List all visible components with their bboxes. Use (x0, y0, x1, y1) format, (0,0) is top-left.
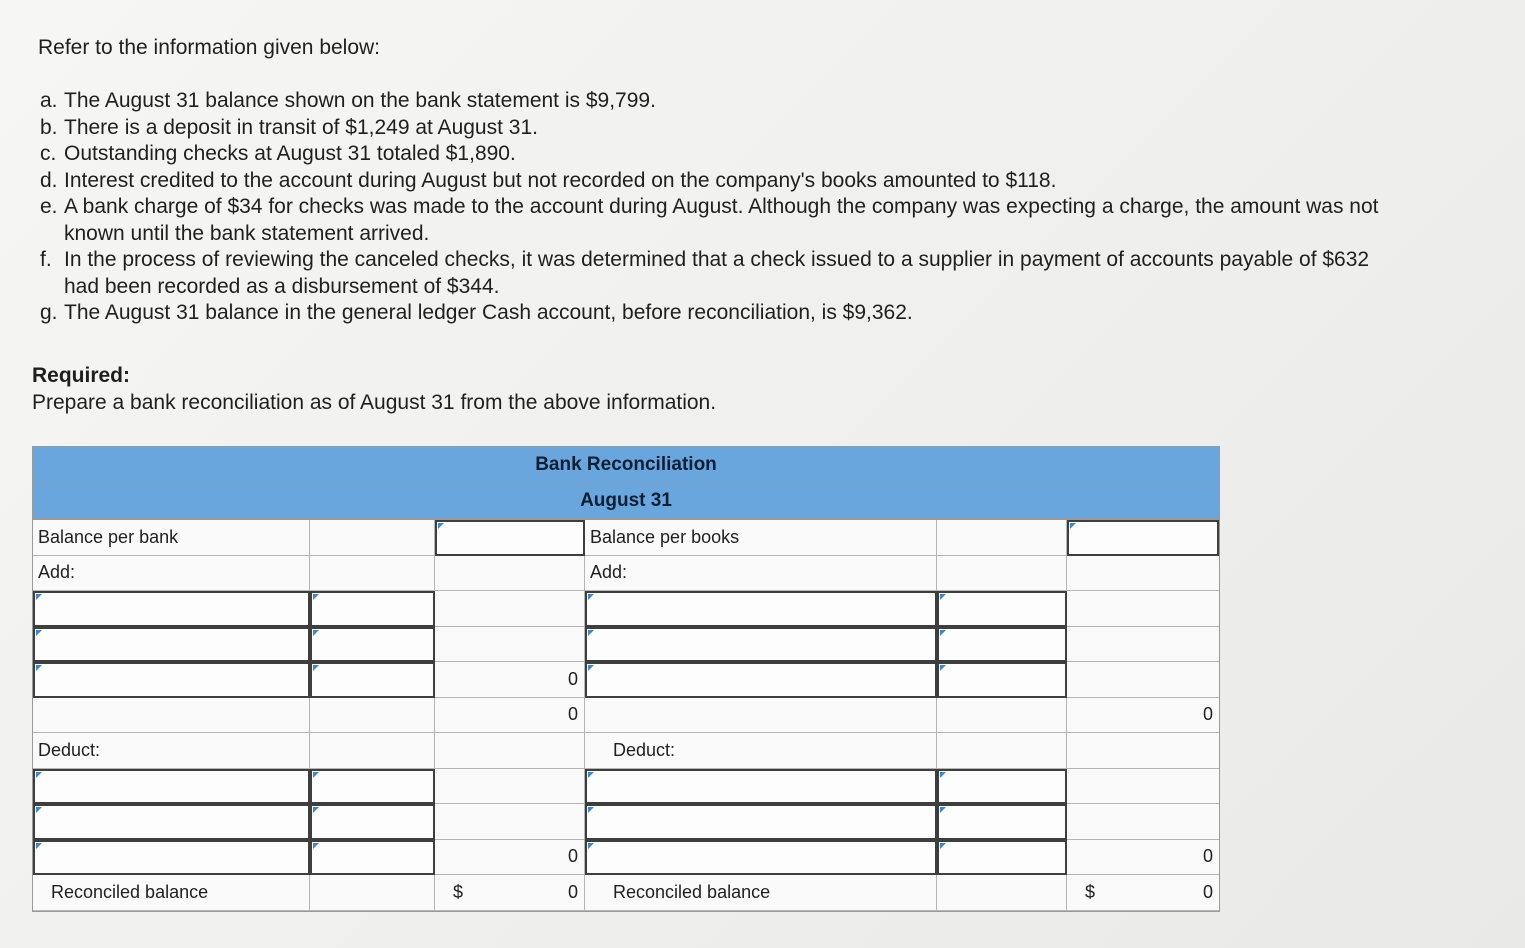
books-deduct-description-input[interactable] (585, 804, 937, 840)
books-blank-cell (937, 520, 1067, 556)
books-blank-cell (1067, 591, 1219, 627)
required-text: Prepare a bank reconciliation as of August 31 from the above information. (32, 391, 717, 414)
bank-deduct-description-input[interactable] (33, 840, 310, 876)
books-blank-cell (1067, 804, 1219, 840)
currency-symbol: $ (1085, 881, 1096, 902)
bank-blank-cell (33, 698, 310, 734)
books-blank-cell (937, 875, 1067, 911)
books-add-description-input[interactable] (585, 627, 937, 663)
item-text: The August 31 balance shown on the bank statement is $9,799. (64, 89, 656, 112)
balance-per-books-input[interactable] (1067, 520, 1219, 556)
item-text: Interest credited to the account during August but not recorded on the company's books amounted to $118. (64, 168, 1057, 192)
table-date: August 31 (33, 482, 1219, 518)
books-reconciled-balance-label: Reconciled balance (585, 875, 937, 911)
reconciliation-grid (33, 520, 1219, 911)
bank-deduct-amount-input[interactable] (310, 769, 435, 805)
info-item-f (40, 247, 1400, 300)
balance-per-bank-input[interactable] (435, 520, 585, 556)
books-blank-cell (1067, 733, 1219, 769)
books-deduct-amount-input[interactable] (937, 840, 1067, 876)
bank-add-amount-input[interactable] (310, 591, 435, 627)
bank-deduct-amount-input[interactable] (310, 804, 435, 840)
item-label: a. (40, 89, 58, 112)
books-reconciled-value: 0 (1202, 881, 1213, 902)
item-label: b. (40, 115, 58, 139)
books-add-total: 0 (1067, 698, 1219, 734)
bank-add-description-input[interactable] (33, 627, 310, 663)
bank-reconciled-balance (435, 875, 585, 911)
required-title: Required: (32, 364, 131, 387)
bank-blank-cell (435, 804, 585, 840)
bank-blank-cell (435, 556, 585, 592)
info-item-d (40, 168, 1400, 195)
bank-deduct-description-input[interactable] (33, 804, 310, 840)
balance-per-books-label: Balance per books (585, 520, 937, 556)
item-label: c. (40, 142, 57, 165)
bank-deduct-amount-input[interactable] (310, 840, 435, 876)
table-title: Bank Reconciliation (535, 454, 717, 475)
info-item-g (40, 300, 1400, 327)
bank-deduct-description-input[interactable] (33, 769, 310, 805)
info-item-c (40, 141, 1400, 168)
required-section (32, 362, 716, 416)
info-item-b (40, 115, 1400, 142)
bank-reconciliation-table (32, 446, 1220, 912)
balance-per-bank-label: Balance per bank (33, 520, 310, 556)
item-text: There is a deposit in transit of $1,249 at August 31. (64, 115, 538, 139)
bank-blank-cell (310, 733, 435, 769)
bank-reconciled-value: 0 (567, 881, 578, 902)
books-add-description-input[interactable] (585, 662, 937, 698)
bank-reconciled-balance-label: Reconciled balance (33, 875, 310, 911)
bank-blank-cell (310, 698, 435, 734)
info-item-e (40, 194, 1400, 247)
books-add-amount-input[interactable] (937, 627, 1067, 663)
bank-add-label: Add: (33, 556, 310, 592)
item-text: In the process of reviewing the canceled checks, it was determined that a check issued to a supplier in payment of accounts payable of $632 had been recorded as a disbursement of $344. (64, 248, 1370, 298)
item-label: d. (40, 168, 58, 192)
bank-deduct-label: Deduct: (33, 733, 310, 769)
item-text: A bank charge of $34 for checks was made to the account during August. Although the company was expecting a charge, the amount was not known until the bank statement arrived. (64, 195, 1379, 245)
books-blank-cell (937, 556, 1067, 592)
table-header (33, 447, 1219, 520)
bank-deduct-subtotal: 0 (435, 840, 585, 876)
bank-blank-cell (435, 627, 585, 663)
books-blank-cell (1067, 662, 1219, 698)
books-deduct-amount-input[interactable] (937, 804, 1067, 840)
books-reconciled-balance (1067, 875, 1219, 911)
bank-blank-cell (435, 591, 585, 627)
books-add-description-input[interactable] (585, 591, 937, 627)
given-information-list (40, 88, 1400, 327)
books-deduct-description-input[interactable] (585, 769, 937, 805)
item-text: Outstanding checks at August 31 totaled $1,890. (64, 142, 516, 165)
bank-add-amount-input[interactable] (310, 627, 435, 663)
bank-add-total: 0 (435, 698, 585, 734)
books-blank-cell (585, 698, 937, 734)
item-label: g. (40, 301, 58, 324)
books-blank-cell (937, 698, 1067, 734)
info-item-a (40, 88, 1400, 115)
bank-add-subtotal: 0 (435, 662, 585, 698)
currency-symbol: $ (453, 881, 464, 902)
bank-blank-cell (310, 875, 435, 911)
books-blank-cell (1067, 769, 1219, 805)
intro-text: Refer to the information given below: (38, 36, 381, 59)
books-deduct-subtotal: 0 (1067, 840, 1219, 876)
books-add-label: Add: (585, 556, 937, 592)
item-text: The August 31 balance in the general ledger Cash account, before reconciliation, is $9,362. (64, 301, 913, 324)
books-deduct-label: Deduct: (585, 733, 937, 769)
bank-add-description-input[interactable] (33, 591, 310, 627)
bank-blank-cell (435, 769, 585, 805)
bank-add-amount-input[interactable] (310, 662, 435, 698)
books-add-amount-input[interactable] (937, 591, 1067, 627)
books-deduct-amount-input[interactable] (937, 769, 1067, 805)
item-label: f. (40, 248, 52, 271)
bank-blank-cell (435, 733, 585, 769)
books-deduct-description-input[interactable] (585, 840, 937, 876)
books-add-amount-input[interactable] (937, 662, 1067, 698)
books-blank-cell (1067, 556, 1219, 592)
books-blank-cell (937, 733, 1067, 769)
item-label: e. (40, 195, 58, 218)
bank-blank-cell (310, 556, 435, 592)
bank-add-description-input[interactable] (33, 662, 310, 698)
bank-blank-cell (310, 520, 435, 556)
books-blank-cell (1067, 627, 1219, 663)
